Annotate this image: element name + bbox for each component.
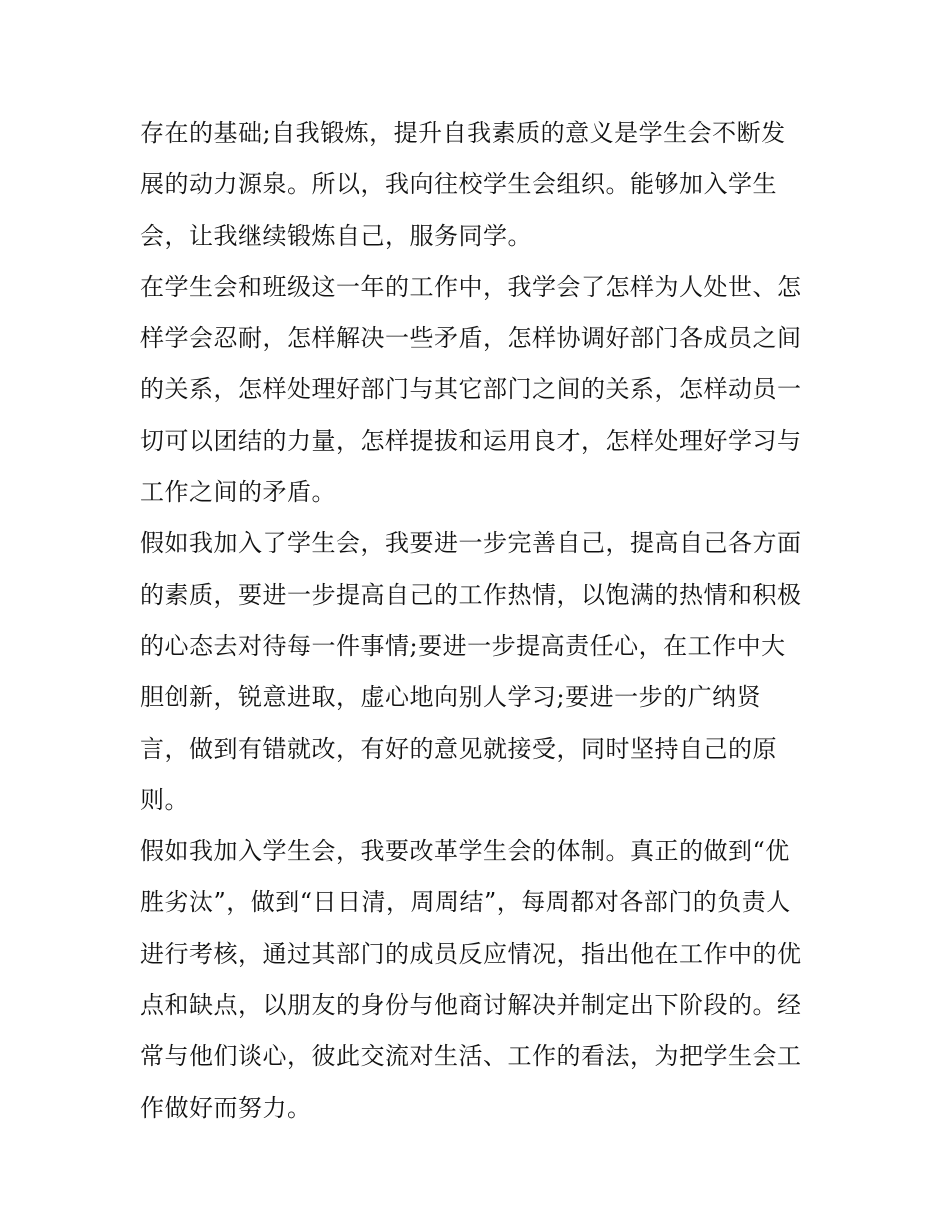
text-line: 进行考核，通过其部门的成员反应情况，指出他在工作中的优 [140,939,802,968]
text-line: 则。 [140,785,189,814]
text-line: 会，让我继续锻炼自己，服务同学。 [140,221,532,250]
text-line: 胆创新，锐意进取，虚心地向别人学习;要进一步的广纳贤 [140,683,762,712]
text-line: 胜劣汰”，做到“日日清，周周结”，每周都对各部门的负责人 [140,888,791,917]
text-line: 的素质，要进一步提高自己的工作热情，以饱满的热情和积极 [140,580,802,609]
document-body [140,108,820,1134]
text-line: 的关系，怎样处理好部门与其它部门之间的关系，怎样动员一 [140,375,802,404]
text-line: 在学生会和班级这一年的工作中，我学会了怎样为人处世、怎 [140,272,802,301]
text-line: 样学会忍耐，怎样解决一些矛盾，怎样协调好部门各成员之间 [140,324,802,353]
text-line: 假如我加入了学生会，我要进一步完善自己，提高自己各方面 [140,529,802,558]
text-line: 存在的基础;自我锻炼，提升自我素质的意义是学生会不断发 [140,119,786,147]
text-line: 的心态去对待每一件事情;要进一步提高责任心，在工作中大 [140,631,786,660]
text-line: 展的动力源泉。所以，我向往校学生会组织。能够加入学生 [140,170,777,199]
text-line: 作做好而努力。 [140,1093,312,1122]
text-line: 常与他们谈心，彼此交流对生活、工作的看法，为把学生会工 [140,1042,802,1071]
text-line: 言，做到有错就改，有好的意见就接受，同时坚持自己的原 [140,734,777,763]
text-line: 假如我加入学生会，我要改革学生会的体制。真正的做到“优 [140,837,790,866]
text-line: 切可以团结的力量，怎样提拔和运用良才，怎样处理好学习与 [140,426,802,455]
text-line: 工作之间的矛盾。 [140,478,336,507]
text-line: 点和缺点，以朋友的身份与他商讨解决并制定出下阶段的。经 [140,991,802,1020]
